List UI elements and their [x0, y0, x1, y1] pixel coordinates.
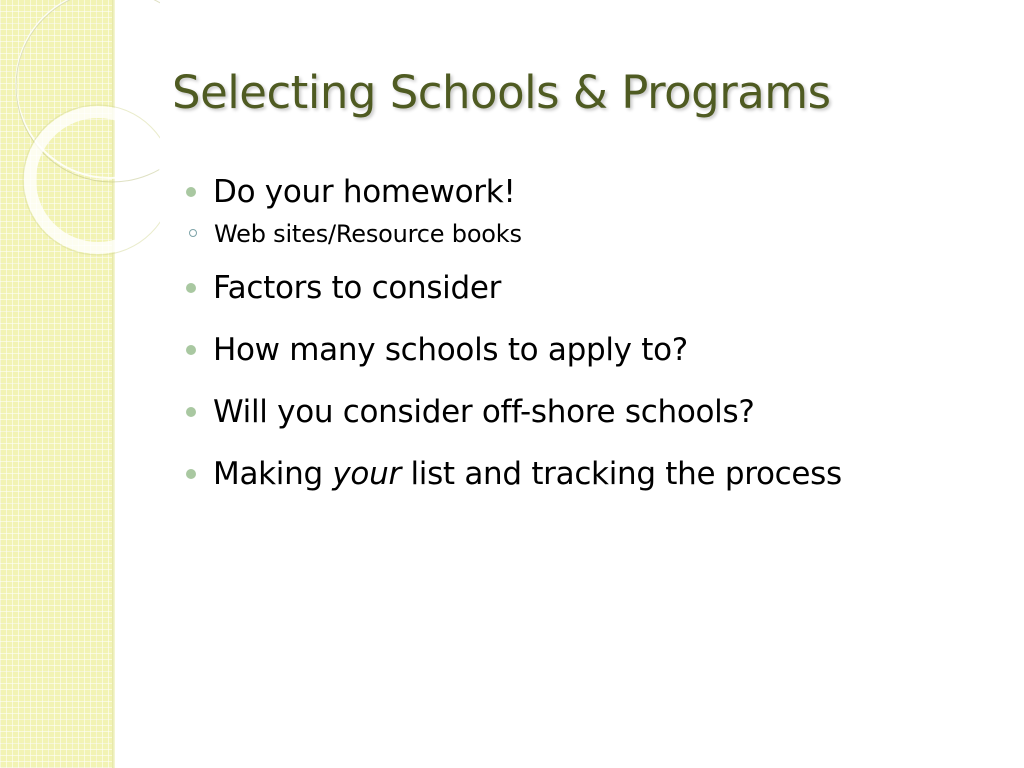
bullet-text-after: list and tracking the process: [400, 456, 842, 492]
bullet-icon: [186, 469, 196, 479]
bullet-item: [184, 392, 842, 432]
bullet-item: [184, 268, 842, 308]
sub-bullet-list: [184, 218, 842, 250]
bullet-icon: [186, 407, 196, 417]
slide-title: Selecting Schools & Programs: [172, 66, 831, 119]
sub-bullet-container: [184, 218, 842, 250]
bullet-text-before: Making: [213, 456, 333, 492]
bullet-list: [184, 172, 842, 516]
bullet-item: [184, 454, 842, 494]
sub-bullet-icon: [189, 229, 197, 237]
bullet-text: Will you consider off-shore schools?: [213, 394, 755, 430]
bullet-text-emphasis: your: [332, 456, 401, 492]
sub-bullet-text: Web sites/Resource books: [214, 220, 522, 248]
bullet-icon: [186, 187, 196, 197]
sub-bullet-item: [184, 218, 842, 250]
bullet-item: [184, 172, 842, 212]
decorative-circles: [0, 0, 160, 260]
bullet-text: Factors to consider: [213, 270, 502, 306]
bullet-icon: [186, 283, 196, 293]
bullet-item: [184, 330, 842, 370]
bullet-text: Do your homework!: [213, 174, 516, 210]
bullet-icon: [186, 345, 196, 355]
bullet-text: How many schools to apply to?: [213, 332, 688, 368]
